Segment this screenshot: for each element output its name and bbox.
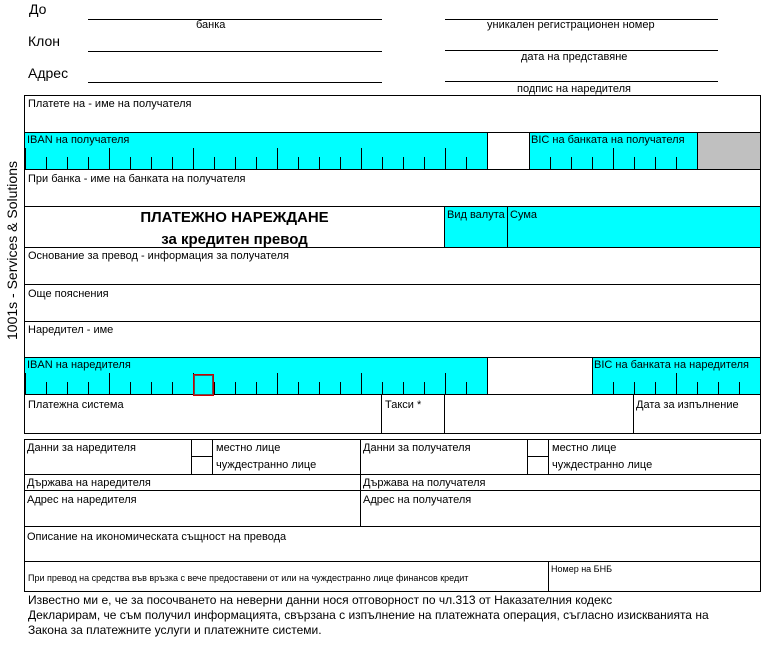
execution-date-label: Дата за изпълнение: [636, 399, 739, 411]
recipient-foreign-checkbox[interactable]: [528, 457, 547, 473]
char-box-divider: [277, 148, 278, 169]
iban-payer-input[interactable]: [25, 373, 487, 394]
char-box-divider: [592, 373, 593, 394]
char-box-divider: [697, 382, 698, 394]
branch-line[interactable]: [88, 51, 382, 52]
char-box-divider: [67, 382, 68, 394]
execution-date-field[interactable]: [634, 413, 759, 432]
address-line[interactable]: [88, 82, 382, 83]
char-box-divider: [109, 373, 110, 394]
form-top-border: [24, 95, 761, 96]
char-box-divider: [25, 373, 26, 394]
foreign-credit-note: При превод на средства във връзка с вече предоставени от или на чуждестранно лице финансов кредит: [28, 573, 469, 583]
recipient-blank-cell[interactable]: [488, 133, 528, 168]
footer-line3: Закона за платежните услуги и платежните системи.: [28, 623, 322, 637]
recipient-address-label: Адрес на получателя: [363, 494, 472, 506]
bic-recipient-label: BIC на банката на получателя: [531, 134, 685, 146]
bic-payer-label: BIC на банката на наредителя: [594, 359, 749, 371]
char-box-divider: [382, 382, 383, 394]
fees-extra-field[interactable]: [445, 395, 632, 432]
payment-system-label: Платежна система: [28, 399, 124, 411]
char-box-divider: [634, 382, 635, 394]
char-box-divider: [718, 382, 719, 394]
char-box-divider: [130, 382, 131, 394]
char-box-divider: [445, 373, 446, 394]
char-box-divider: [193, 148, 194, 169]
char-box-divider: [109, 148, 110, 169]
char-box-divider: [403, 382, 404, 394]
char-box-divider: [655, 382, 656, 394]
char-box-divider: [214, 157, 215, 169]
date-submitted-caption: дата на представяне: [521, 51, 628, 63]
char-box-divider: [361, 373, 362, 394]
char-box-divider: [613, 148, 614, 169]
pay-to-label: Платете на - име на получателя: [28, 98, 192, 110]
economic-description-field[interactable]: [25, 545, 760, 560]
payer-local-label: местно лице: [216, 442, 281, 454]
payer-foreign-checkbox[interactable]: [192, 457, 211, 473]
char-box-divider: [298, 157, 299, 169]
footer-line1: Известно ми е, че за посочването на неверни данни нося отговорност по чл.313 от Наказателния кодекс: [28, 593, 613, 607]
signature-line[interactable]: [445, 81, 718, 82]
form-title-line1: ПЛАТЕЖНО НАРЕЖДАНЕ: [140, 209, 329, 226]
bic-recipient-input[interactable]: [529, 148, 697, 169]
char-box-divider: [88, 382, 89, 394]
form-title: [25, 207, 444, 251]
char-box-divider: [550, 157, 551, 169]
bank-line[interactable]: [88, 19, 382, 20]
char-box-divider: [634, 157, 635, 169]
char-box-divider: [256, 382, 257, 394]
recipient-local-checkbox[interactable]: [528, 440, 547, 455]
char-box-divider: [151, 382, 152, 394]
char-box-divider: [277, 373, 278, 394]
reason-field[interactable]: [25, 264, 760, 283]
char-box-divider: [655, 157, 656, 169]
char-box-divider: [25, 148, 26, 169]
char-box-divider: [235, 382, 236, 394]
branch-label: Клон: [28, 33, 60, 49]
form-right-border: [760, 95, 761, 434]
char-box-divider: [739, 382, 740, 394]
iban-recipient-input[interactable]: [25, 148, 487, 169]
bnb-number-field[interactable]: [549, 576, 759, 590]
signature-caption: подпис на наредителя: [517, 83, 631, 95]
char-box-divider: [88, 157, 89, 169]
char-box-divider: [67, 157, 68, 169]
char-box-divider: [592, 157, 593, 169]
currency-field[interactable]: [445, 223, 506, 246]
char-box-divider: [214, 382, 215, 394]
bic-disabled-cell: [697, 132, 760, 169]
more-info-field[interactable]: [25, 302, 760, 320]
recipient-local-label: местно лице: [552, 442, 617, 454]
iban-payer-label: IBAN на наредителя: [27, 359, 131, 371]
char-box-divider: [46, 382, 47, 394]
char-box-divider: [466, 157, 467, 169]
char-box-divider: [424, 382, 425, 394]
char-box-divider: [529, 148, 530, 169]
payment-system-field[interactable]: [25, 413, 380, 432]
fees-field[interactable]: [382, 413, 443, 432]
payer-name-field[interactable]: [25, 338, 760, 356]
currency-label: Вид валута: [447, 209, 505, 221]
reg-number-caption: уникален регистрационен номер: [487, 19, 655, 31]
recipient-address-field[interactable]: [361, 508, 759, 525]
recipient-bank-label: При банка - име на банката на получателя: [28, 173, 246, 185]
payer-local-checkbox[interactable]: [192, 440, 211, 455]
payer-blank-cell[interactable]: [488, 358, 591, 393]
more-info-label: Още пояснения: [28, 288, 109, 300]
char-box-divider: [319, 382, 320, 394]
payer-address-label: Адрес на наредителя: [27, 494, 137, 506]
recipient-country-label: Държава на получателя: [363, 477, 486, 489]
char-box-divider: [235, 157, 236, 169]
payer-address-field[interactable]: [25, 508, 359, 525]
char-box-divider: [403, 157, 404, 169]
active-cell-cursor[interactable]: [193, 374, 214, 396]
char-box-divider: [382, 157, 383, 169]
char-box-divider: [466, 382, 467, 394]
reason-label: Основание за превод - информация за получателя: [28, 250, 289, 262]
amount-label: Сума: [510, 209, 538, 221]
char-box-divider: [151, 157, 152, 169]
char-box-divider: [571, 157, 572, 169]
char-box-divider: [130, 157, 131, 169]
char-box-divider: [361, 148, 362, 169]
payer-foreign-label: чуждестранно лице: [216, 459, 317, 471]
char-box-divider: [340, 157, 341, 169]
footer-text: [28, 593, 709, 638]
recipient-data-label: Данни за получателя: [363, 442, 471, 454]
char-box-divider: [424, 157, 425, 169]
bank-caption: банка: [196, 19, 226, 31]
char-box-divider: [445, 148, 446, 169]
address-label: Адрес: [28, 65, 69, 81]
char-box-divider: [676, 157, 677, 169]
char-box-divider: [298, 382, 299, 394]
to-label: До: [29, 1, 47, 17]
side-label: 1001s - Services & Solutions: [4, 161, 20, 340]
recipient-bank-field[interactable]: [25, 187, 760, 205]
bic-payer-input[interactable]: [592, 373, 760, 394]
char-box-divider: [676, 373, 677, 394]
iban-recipient-label: IBAN на получателя: [27, 134, 130, 146]
recipient-foreign-label: чуждестранно лице: [552, 459, 653, 471]
char-box-divider: [172, 157, 173, 169]
fees-label: Такси *: [385, 399, 422, 411]
payer-label: Наредител - име: [28, 324, 114, 336]
bnb-number-label: Номер на БНБ: [551, 564, 612, 574]
char-box-divider: [613, 382, 614, 394]
char-box-divider: [172, 382, 173, 394]
recipient-name-field[interactable]: [25, 112, 760, 131]
amount-field[interactable]: [508, 223, 759, 246]
payer-data-label: Данни за наредителя: [27, 442, 136, 454]
form-title-line2: за кредитен превод: [161, 231, 308, 248]
payer-country-label: Държава на наредителя: [27, 477, 151, 489]
char-box-divider: [340, 382, 341, 394]
economic-description-label: Описание на икономическата същност на превода: [27, 531, 287, 543]
char-box-divider: [256, 157, 257, 169]
char-box-divider: [319, 157, 320, 169]
char-box-divider: [46, 157, 47, 169]
footer-line2: Декларирам, че съм получил информацията, свързана с изпълнение на платежната операция, съгласно изискванията на: [28, 608, 709, 622]
